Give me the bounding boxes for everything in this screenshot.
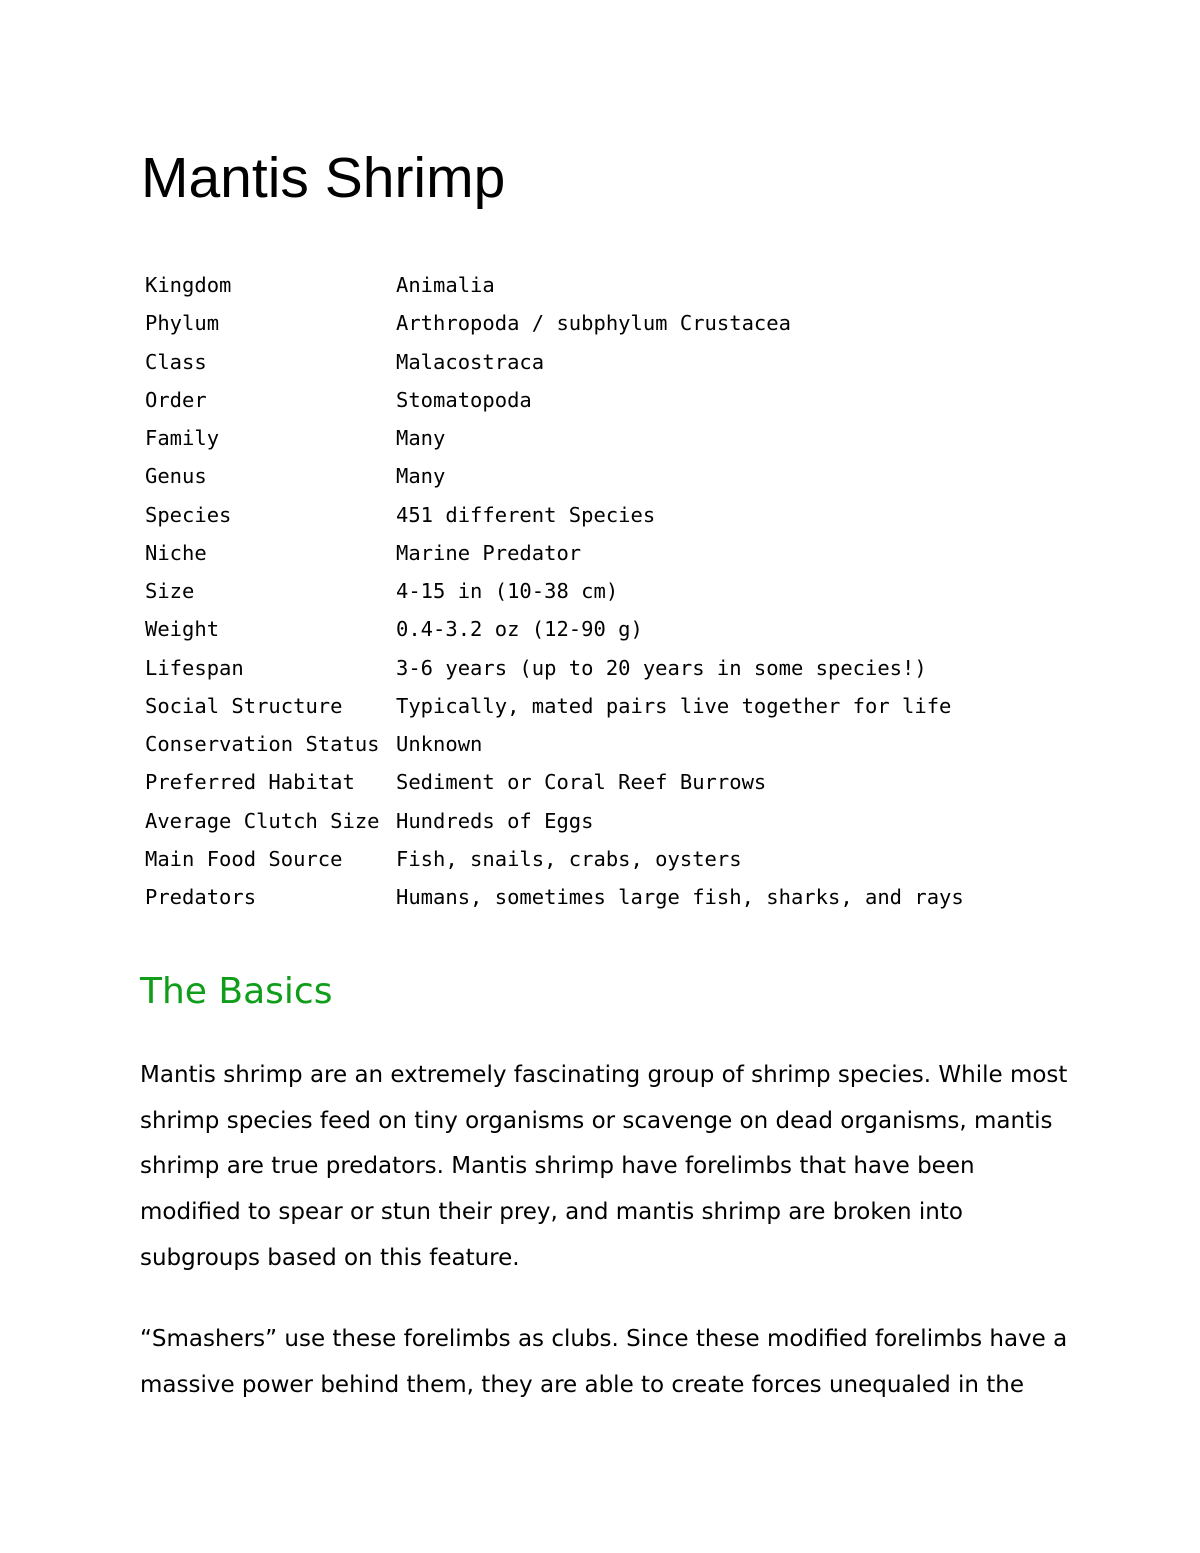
fact-key: Species bbox=[145, 502, 232, 527]
fact-row-kingdom bbox=[145, 266, 1105, 304]
fact-row-social-structure bbox=[145, 687, 1105, 725]
fact-value: Malacostraca bbox=[396, 349, 545, 374]
fact-row-species bbox=[145, 496, 1105, 534]
fact-row-order bbox=[145, 381, 1105, 419]
fact-value: 451 different Species bbox=[396, 502, 656, 527]
fact-key: Social Structure bbox=[145, 693, 343, 718]
fact-value: Fish, snails, crabs, oysters bbox=[396, 846, 742, 871]
fact-value: Many bbox=[396, 426, 446, 451]
fact-key: Genus bbox=[145, 464, 207, 489]
fact-row-family bbox=[145, 419, 1105, 457]
fact-value: Sediment or Coral Reef Burrows bbox=[396, 770, 767, 795]
fact-value: 0.4-3.2 oz (12-90 g) bbox=[396, 617, 643, 642]
fact-value: Arthropoda / subphylum Crustacea bbox=[396, 311, 791, 336]
fact-value: Humans, sometimes large fish, sharks, and rays bbox=[396, 885, 964, 910]
fact-row-conservation-status bbox=[145, 725, 1105, 763]
fact-row-phylum bbox=[145, 304, 1105, 342]
fact-row-weight bbox=[145, 610, 1105, 648]
fact-key: Order bbox=[145, 387, 207, 412]
fact-key: Kingdom bbox=[145, 273, 232, 298]
fact-value: Stomatopoda bbox=[396, 387, 532, 412]
fact-key: Weight bbox=[145, 617, 220, 642]
section-paragraph: “Smashers” use these forelimbs as clubs. Since these modified forelimbs have a massive power behind them, they are able to create forces unequaled in the bbox=[140, 1326, 1068, 1398]
fact-value: Hundreds of Eggs bbox=[396, 808, 594, 833]
fact-value: Many bbox=[396, 464, 446, 489]
section-paragraph: Mantis shrimp are an extremely fascinating group of shrimp species. While most shrimp species feed on tiny organisms or scavenge on dead organisms, mantis shrimp are true predators. Mantis shrimp have forelimbs that have been modified to spear or stun their prey, and mantis shrimp are broken into subgroups based on this feature. bbox=[140, 1062, 1068, 1271]
fact-value: Animalia bbox=[396, 273, 495, 298]
fact-key: Size bbox=[145, 579, 195, 604]
fact-row-average-clutch-size bbox=[145, 802, 1105, 840]
fact-value: Unknown bbox=[396, 732, 483, 757]
fact-key: Class bbox=[145, 349, 207, 374]
fact-value: Typically, mated pairs live together for life bbox=[396, 693, 952, 718]
taxonomy-facts-table bbox=[145, 266, 1105, 916]
fact-row-predators bbox=[145, 878, 1105, 916]
fact-key: Family bbox=[145, 426, 220, 451]
fact-row-class bbox=[145, 343, 1105, 381]
fact-value: 4-15 in (10-38 cm) bbox=[396, 579, 619, 604]
fact-key: Niche bbox=[145, 540, 207, 565]
fact-row-main-food-source bbox=[145, 840, 1105, 878]
section-heading-the-basics: The Basics bbox=[140, 971, 333, 1012]
fact-row-preferred-habitat bbox=[145, 763, 1105, 801]
fact-row-niche bbox=[145, 534, 1105, 572]
fact-key: Lifespan bbox=[145, 655, 244, 680]
fact-row-lifespan bbox=[145, 649, 1105, 687]
fact-row-genus bbox=[145, 457, 1105, 495]
fact-value: Marine Predator bbox=[396, 540, 582, 565]
fact-key: Main Food Source bbox=[145, 846, 343, 871]
fact-key: Preferred Habitat bbox=[145, 770, 355, 795]
fact-key: Conservation Status bbox=[145, 732, 380, 757]
fact-key: Predators bbox=[145, 885, 257, 910]
fact-key: Phylum bbox=[145, 311, 220, 336]
document-title: Mantis Shrimp bbox=[141, 146, 506, 210]
fact-value: 3-6 years (up to 20 years in some species!) bbox=[396, 655, 927, 680]
fact-row-size bbox=[145, 572, 1105, 610]
fact-key: Average Clutch Size bbox=[145, 808, 380, 833]
